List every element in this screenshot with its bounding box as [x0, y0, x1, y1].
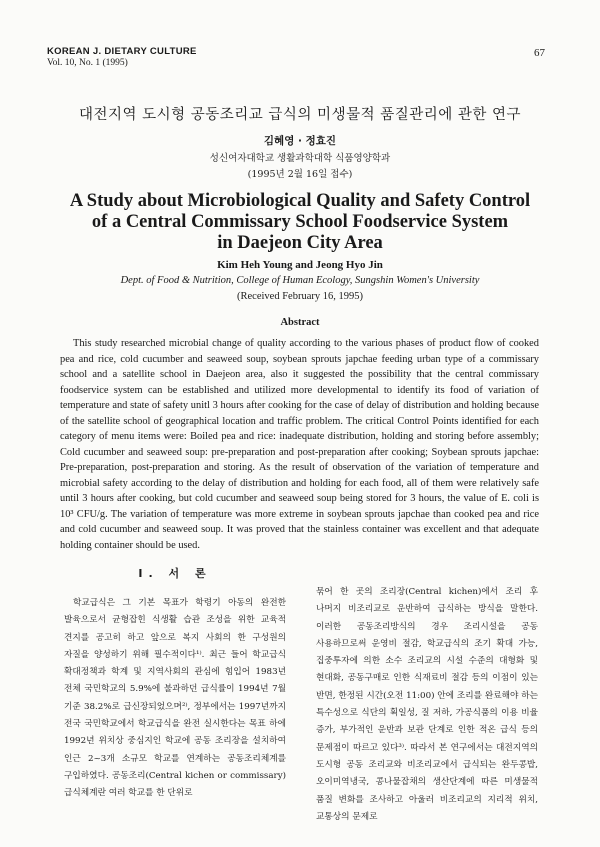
body-column-left: [64, 558, 286, 803]
page-number: 67: [534, 47, 545, 59]
english-title-line-2: of a Central Commissary School Foodservice System: [91, 212, 509, 232]
introduction-paragraph-left: 학교급식은 그 기본 목표가 학령기 아동의 완전한 발육으로서 균형잡힌 식생활 습관 조성을 위한 교육적 견지를 공고히 하고 앞으로 복지 사회의 한 구성원의 자질을 양성하기 위해 필수적이다¹⁾. 최근 들어 학교급식 확대정책과 학계 및 지역사회의 관심에 힘입어 1983년 전체 국민학교의 5.9%에 불과하던 급식률이 1994년 7월 기준 38.2%로 급신장되었으며²⁾, 정부에서는 1997년까지 전국 국민학교에서 학교급식을 완전 실시한다는 목표 하에 1992년 위치상 중심지인 학교에 공동 조리장을 설치하여 인근 2~3개 소규모 학교를 연계하는 공동조리체계를 구입하였다. 공동조리(Central kichen or commissary) 급식체계란 여러 학교를 한 단위로: [64, 598, 286, 799]
english-title: [0, 191, 600, 254]
korean-received-date: (1995년 2월 16일 접수): [247, 169, 353, 180]
journal-name: KOREAN J. DIETARY CULTURE: [47, 46, 197, 57]
korean-title: 대전지역 도시형 공동조리교 급식의 미생물적 품질관리에 관한 연구: [79, 107, 521, 123]
korean-affiliation: 성신여자대학교 생활과학대학 식품영양학과: [209, 153, 391, 164]
korean-authors: 김혜영 · 정효진: [263, 135, 337, 147]
english-affiliation: Dept. of Food & Nutrition, College of Human Ecology, Sungshin Women's University: [120, 275, 480, 286]
abstract-text: This study researched microbial change of quality according to the various phases of product flow of cooked pea and rice, cold cucumber and seaweed soup, soybean sprouts japchae feeding urban type of a commissary school and a satellite school in Daejeon area, also it suggested the possibility that the central commissary foodservice system can be established and utilized more developmental to identify its food of variation of temperature and state of safety unitl 3 hours after cooking for the case of delay of distribution and holding because of the satellite school of geographical location and traffic problem. The critical Control Points identified for each category of menu items were: Boiled pea and rice: inadequate distribution, holding and storing before assembly; Cold cucumber and seaweed soup: pre-preparation and post-preparation after cooking; Soybean sprouts japchae: Pre-preparation, post-preparation and storing. As the result of observation of the variation of temperature and microbial safety according to the delay of distribution and holding for each food, all of them were relatively safe until 3 hours after cooking, but cold cucumber and seaweed soup being stored for 3 hours, the value of E. coli is 10³ CFU/g. The variation of temperature was more extreme in soybean sprouts japchae than cooked pea and rice and cold cucumber and seaweed soup. It was proved that the stainless container was excellent and that adequate holding container should be used.: [60, 338, 539, 551]
journal-volume: Vol. 10, No. 1 (1995): [47, 58, 128, 68]
english-authors: Kim Heh Young and Jeong Hyo Jin: [217, 259, 383, 271]
english-received-date: (Received February 16, 1995): [237, 291, 363, 302]
english-title-line-1: A Study about Microbiological Quality and Safety Control: [69, 191, 531, 211]
abstract-heading: Abstract: [280, 317, 320, 328]
introduction-paragraph-right: 묶어 한 곳의 조리장(Central kichen)에서 조리 후 나머지 비조리교로 운반하여 급식하는 방식을 말한다. 이러한 공동조리방식의 경우 조리시설을 공동 사용하므로써 운영비 절감, 학교급식의 조기 확대 가능, 집중투자에 의한 소수 조리교의 시설 수준의 대형화 및 현대화, 공동구매로 인한 식재료비 절감 등의 이점이 있는 반면, 한정된 시간(오전 11:00) 안에 조리를 완료해야 하는 특수성으로 식단의 획일성, 질 저하, 가공식품의 이용 비율 증가, 부가적인 운반과 보관 단계로 인한 적온 급식 등의 문제점이 따르고 있다³⁾. 따라서 본 연구에서는 대전지역의 도시형 공동 조리교와 비조리교에서 급식되는 완두콩밥, 오이미역냉국, 콩나물잡채의 생산단계에 따른 미생물적 품질 변화를 조사하고 아울러 비조리교의 지리적 위치, 교통상의 문제로: [316, 587, 538, 822]
introduction-heading: I. 서 론: [138, 567, 212, 580]
body-column-right: [316, 584, 538, 826]
english-title-line-3: in Daejeon City Area: [217, 233, 383, 253]
